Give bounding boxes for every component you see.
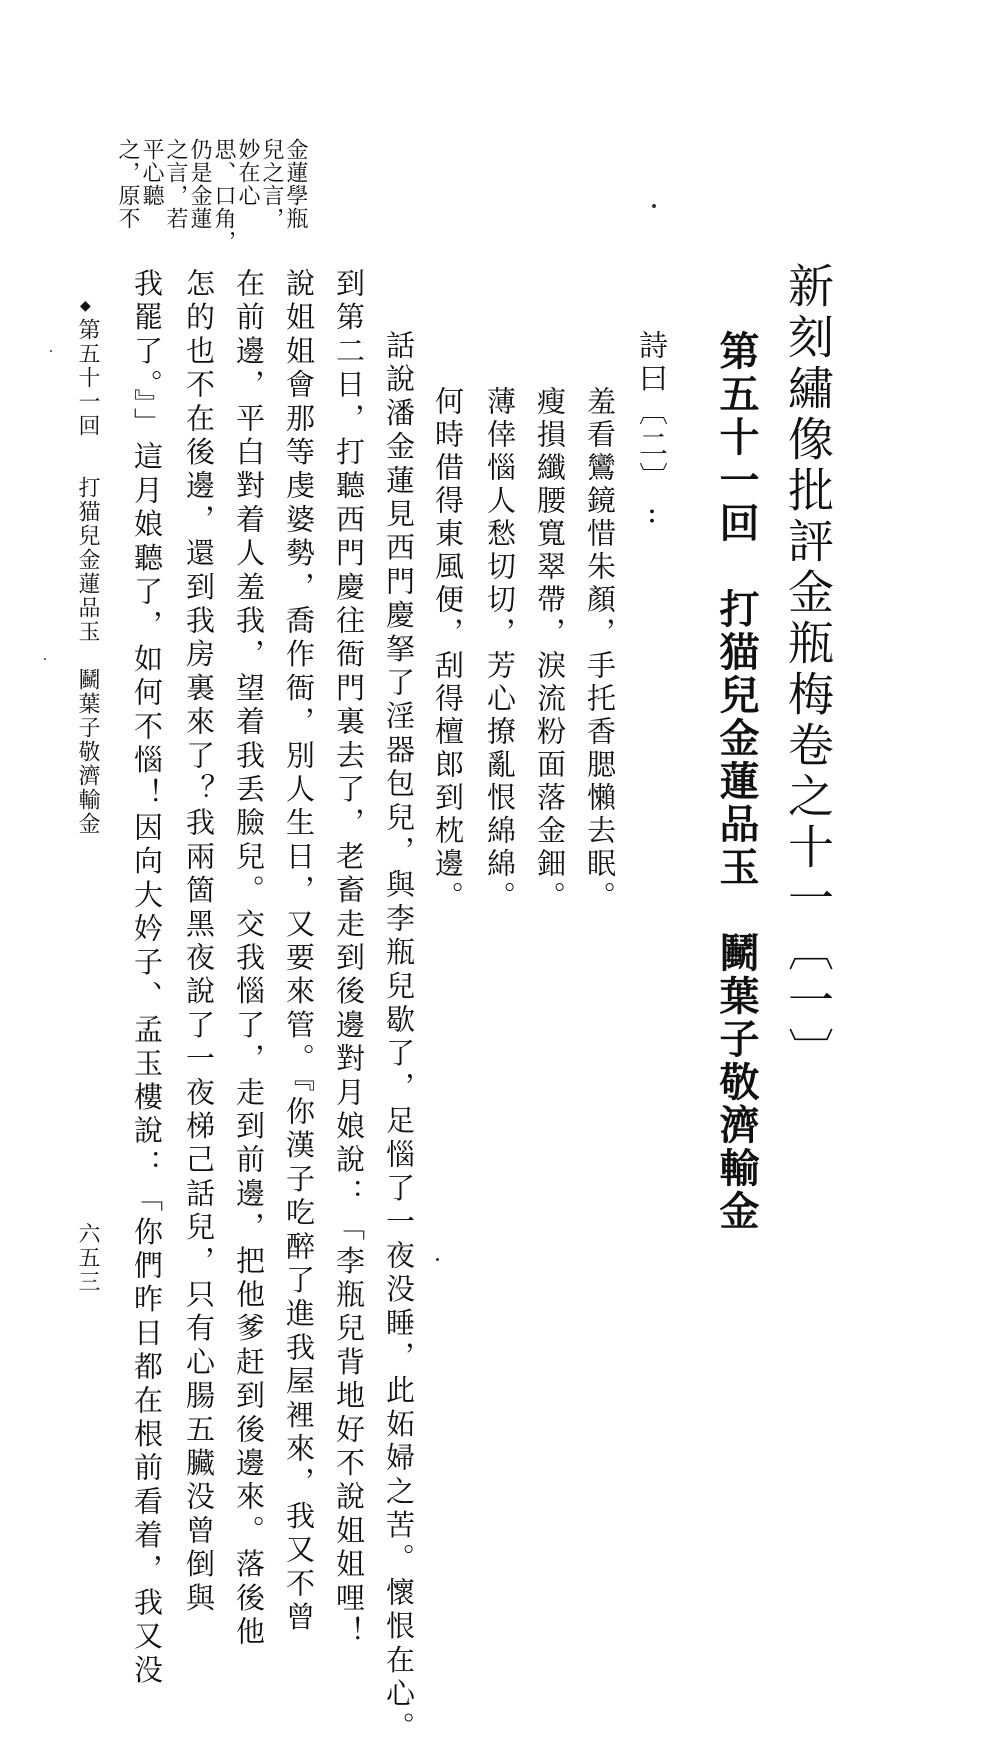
poem-line: 薄倖惱人愁切切，芳心撩亂恨綿綿。 [483,386,517,914]
footer-chapter-label: 第五十一回 [75,318,100,438]
commentary-line: 平心聽 [139,138,164,207]
commentary-line: 之，原不 [115,138,140,230]
body-line: 說姐姐會那等虔婆勢，喬作衙，別人生日，又要來管。『你漢子吃醉了進我屋裡來，我又不曾 [282,268,316,1636]
scan-speck [50,350,52,352]
chapter-number: 第五十一回 [713,330,760,545]
commentary-line: 仍是金蓮 [187,138,212,230]
chapter-heading [706,330,766,1233]
commentary-line: 之言，若 [163,138,188,230]
poem-line: 瘦損纖腰寬翠帶，淚流粉面落金鈿。 [533,386,567,914]
commentary-line: 金蓮學瓶 [283,138,308,230]
body-line: 怎的也不在後邊，還到我房裏來了？我兩箇黑夜說了一夜梯己話兒，只有心腸五臟没曾倒與 [182,268,216,1616]
scan-speck [652,204,656,208]
body-line [376,330,422,1745]
chapter-title: 打猫兒金蓮品玉 鬭葉子敬濟輸金 [713,588,760,1233]
scan-speck [436,1258,439,1261]
commentary-line: 思、口角， [211,138,236,253]
footer-title-part2: 鬭葉子敬濟輸金 [75,668,100,836]
body-line-text: 話說潘金蓮見西門慶拏了淫器包兒，與李瓶兒歇了，足惱了一夜没睡，此妬婦之苦。懷恨在心。 [382,330,416,1745]
body-line: 我罷了。』」這月娘聽了，如何不惱！因向大妗子、孟玉樓說：「你們昨日都在根前看着，我又没 [130,268,164,1689]
commentary-line: 妙在心 [235,138,260,207]
scan-speck [44,658,46,660]
body-line: 在前邊，平白對着人羞我，望着我丢臉兒。交我惱了，走到前邊，把他爹赶到後邊來。落後他 [232,268,266,1650]
book-title: 新刻繡像批評金瓶梅卷之十一〔一〕 [781,262,835,1078]
footer-mark: ◆ [80,298,91,314]
commentary-line: 兒之言， [259,138,284,230]
poem-intro: 詩曰〔二〕: [635,330,669,533]
body-line: 到第二日，打聽西門慶往衙門裏去了，老畜走到後邊對月娘說：「李瓶兒背地好不說姐姐哩！ [332,268,366,1650]
footer-title-part1: 打猫兒金蓮品玉 [75,476,100,644]
poem-line: 何時借得東風便，刮得檀郎到枕邊。 [431,386,465,914]
poem-line: 羞看鸞鏡惜朱顏，手托香腮懶去眠。 [583,386,617,914]
footer-page-number: 六五三 [75,1222,100,1294]
